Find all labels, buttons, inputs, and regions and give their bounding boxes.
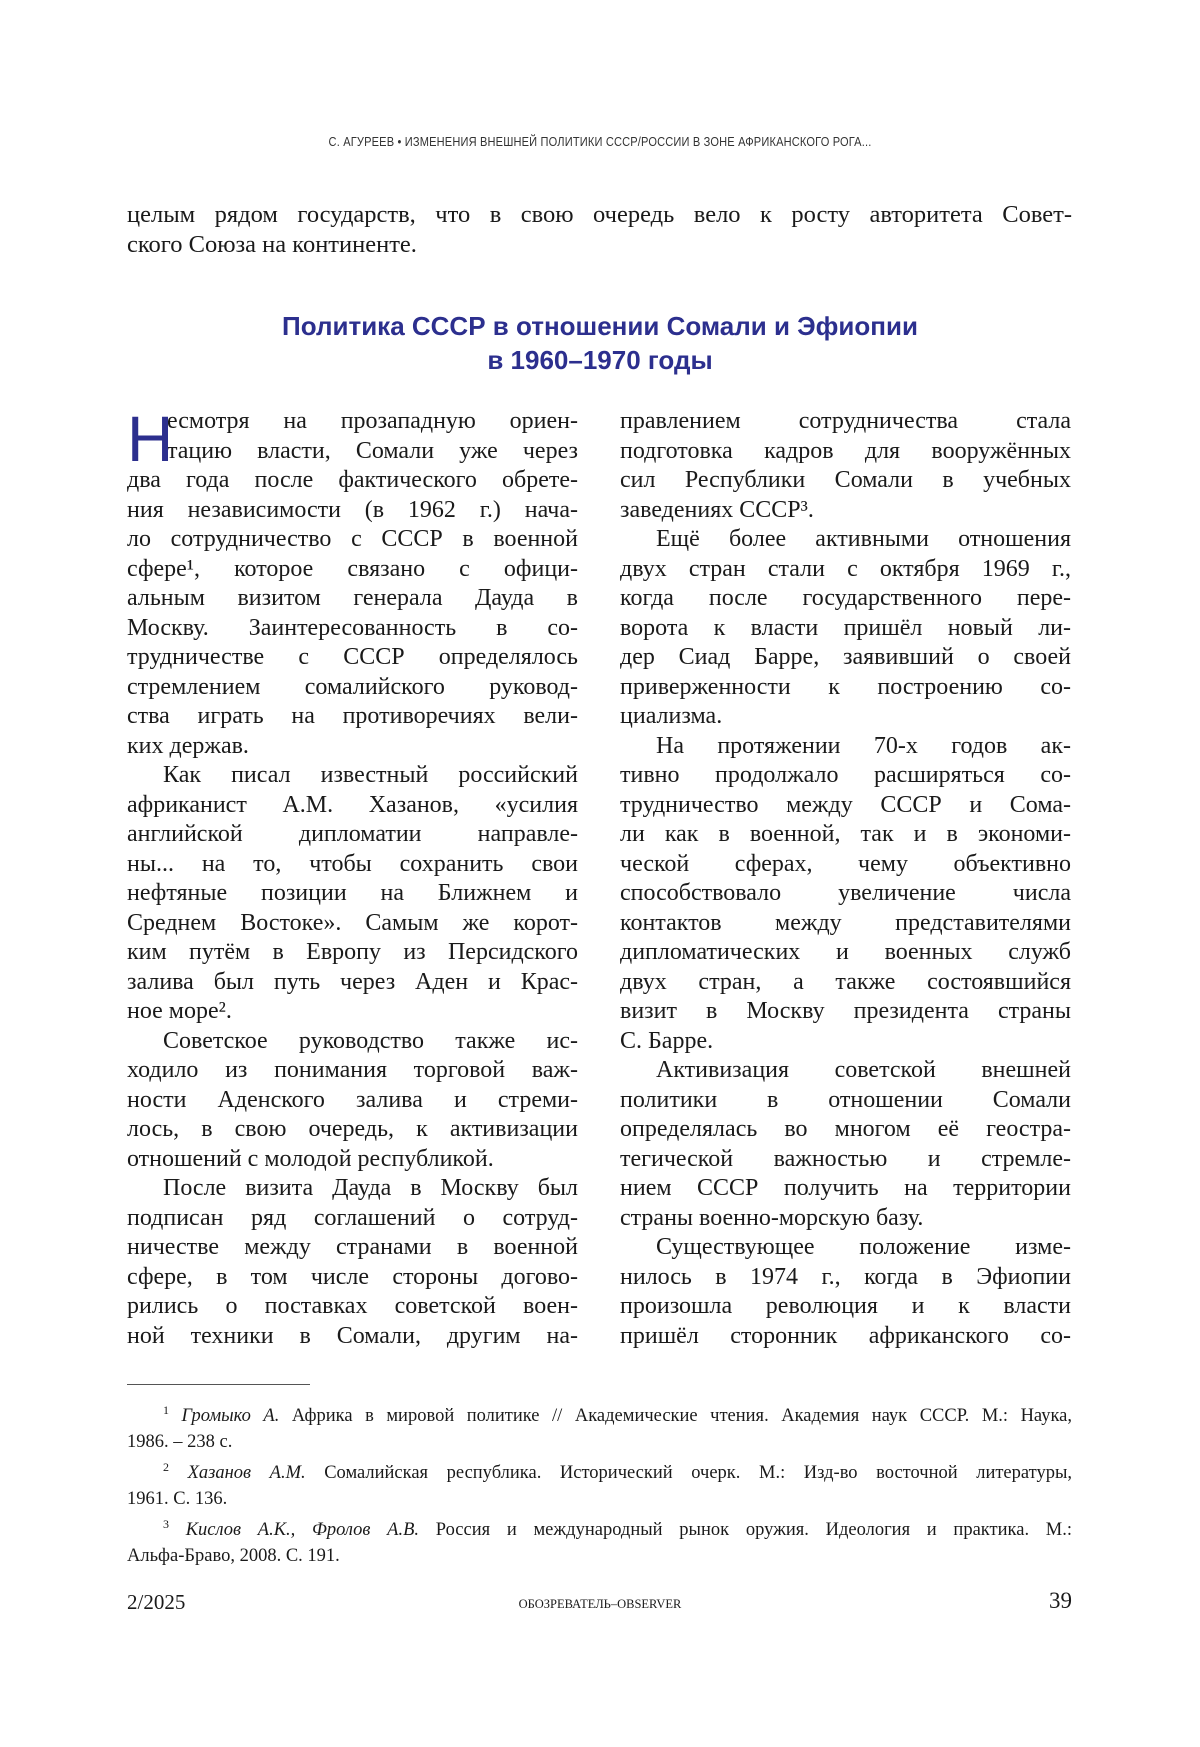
- text-line: нием СССР получить на территории: [620, 1175, 1071, 1201]
- footnote-line: [127, 1398, 1072, 1430]
- text-line: На протяжении 70-х годов ак-: [656, 732, 1071, 759]
- text-line: Ещё более активными отношения: [656, 526, 1071, 552]
- footnote-line: [127, 1455, 1072, 1487]
- text-line: ства играть на противоречиях вели-: [127, 703, 578, 729]
- text-line: трудничестве с СССР определялось: [127, 644, 578, 670]
- paragraph: [127, 403, 578, 761]
- text-line: ли как в военной, так и в экономи-: [620, 821, 1071, 847]
- text-line: приверженности к построению со-: [620, 673, 1071, 700]
- text-line: два года после фактического обрете-: [127, 467, 578, 493]
- footnote-text: Африка в мировой политике // Академические чтения. Академия наук СССР. М.: Наука,: [279, 1406, 1073, 1427]
- text-line: подготовка кадров для вооружённых: [620, 437, 1071, 464]
- text-line: Советское руководство также ис-: [163, 1027, 578, 1054]
- footnote-text: Россия и международный рынок оружия. Идеология и практика. М.:: [419, 1520, 1073, 1541]
- text-line: произошла революция и к власти: [620, 1293, 1071, 1319]
- text-line: трудничество между СССР и Сома-: [620, 791, 1071, 818]
- text-line: С. Барре.: [620, 1027, 714, 1054]
- footnote-text: Сомалийская республика. Исторический очерк. М.: Изд-во восточной литературы,: [305, 1463, 1073, 1484]
- text-line: рились о поставках советской воен-: [127, 1293, 578, 1319]
- text-line: политики в отношении Сомали: [620, 1086, 1071, 1113]
- footnote-author: Громыко А.: [181, 1406, 280, 1427]
- footnote: [127, 1398, 1072, 1455]
- text-line: ческой сферах, чему объективно: [620, 850, 1071, 877]
- text-line: когда после государственного пере-: [620, 585, 1071, 611]
- text-line: ло сотрудничество с СССР в военной: [127, 526, 578, 552]
- text-line: ского Союза на континенте.: [127, 230, 417, 258]
- text-line: Как писал известный российский: [163, 762, 578, 788]
- footnote-number: 1: [163, 1403, 169, 1417]
- text-line: тацию власти, Сомали уже через: [167, 437, 578, 464]
- paragraph: [620, 732, 1071, 1057]
- text-line: тегической важностью и стремле-: [620, 1145, 1071, 1172]
- footnote: [127, 1455, 1072, 1512]
- text-line: Существующее положение изме-: [656, 1234, 1071, 1260]
- text-line: английской дипломатии направле-: [127, 821, 578, 847]
- section-title-line: в 1960–1970 годы: [487, 345, 713, 375]
- text-line: контактов между представителями: [620, 909, 1071, 936]
- text-line: стремлением сомалийского руковод-: [127, 673, 578, 700]
- right-column: [620, 407, 1071, 1351]
- text-line: способствовало увеличение числа: [620, 880, 1071, 906]
- text-line: ких держав.: [127, 732, 249, 759]
- text-line: дипломатических и военных служб: [620, 939, 1071, 965]
- drop-cap: Н: [127, 403, 174, 475]
- text-line: ничестве между странами в военной: [127, 1234, 578, 1260]
- footnote: [127, 1512, 1072, 1569]
- text-line: ности Аденского залива и стреми-: [127, 1086, 578, 1113]
- text-line: определялась во многом её геостра-: [620, 1116, 1071, 1142]
- page-number: 39: [1049, 1588, 1072, 1613]
- text-line: альным визитом генерала Дауда в: [127, 585, 578, 611]
- paragraph: [620, 1056, 1071, 1233]
- text-line: ное море².: [127, 998, 232, 1024]
- text-line: сил Республики Сомали в учебных: [620, 467, 1071, 493]
- footnote-line: Альфа-Браво, 2008. С. 191.: [127, 1545, 340, 1566]
- text-line: целым рядом государств, что в свою очередь вело к росту авторитета Совет-: [127, 201, 1072, 228]
- left-column: [127, 403, 578, 1351]
- text-line: пришёл сторонник африканского со-: [620, 1322, 1071, 1349]
- paragraph: [127, 761, 578, 1027]
- footnote-line: [127, 1512, 1072, 1544]
- text-line: сфере, в том числе стороны догово-: [127, 1263, 578, 1290]
- text-line: дер Сиад Барре, заявивший о своей: [620, 644, 1071, 670]
- text-line: Москву. Заинтересованность в со-: [127, 614, 578, 641]
- text-line: ким путём в Европу из Персидского: [127, 939, 578, 965]
- text-line: сфере¹, которое связано с офици-: [127, 555, 578, 582]
- text-line: визит в Москву президента страны: [620, 998, 1071, 1024]
- text-line: Активизация советской внешней: [656, 1057, 1071, 1083]
- text-line: Среднем Востоке». Самым же корот-: [127, 909, 578, 936]
- text-line: нефтяные позиции на Ближнем и: [127, 880, 578, 906]
- intro-paragraph: [127, 200, 1072, 259]
- section-title: [0, 309, 1200, 377]
- text-line: есмотря на прозападную ориен-: [167, 408, 578, 434]
- text-line: заведениях СССР³.: [620, 496, 814, 523]
- paragraph: [127, 1027, 578, 1175]
- text-line: ния независимости (в 1962 г.) нача-: [127, 496, 578, 523]
- footnote-line: 1961. С. 136.: [127, 1488, 228, 1509]
- footnote-line: 1986. – 238 с.: [127, 1431, 233, 1452]
- issue-number: 2/2025: [127, 1590, 186, 1614]
- text-line: нилось в 1974 г., когда в Эфиопии: [620, 1263, 1071, 1290]
- text-line: подписан ряд соглашений о сотруд-: [127, 1204, 578, 1231]
- text-line: циализма.: [620, 703, 723, 729]
- section-title-line: Политика СССР в отношении Сомали и Эфиопии: [282, 311, 918, 341]
- text-line: двух стран стали с октября 1969 г.,: [620, 555, 1071, 582]
- paragraph: [620, 407, 1071, 525]
- text-line: залива был путь через Аден и Крас-: [127, 968, 578, 995]
- text-line: ходило из понимания торговой важ-: [127, 1057, 578, 1083]
- running-head: С. АГУРЕЕВ • ИЗМЕНЕНИЯ ВНЕШНЕЙ ПОЛИТИКИ СССР/РОССИИ В ЗОНЕ АФРИКАНСКОГО РОГА...: [328, 134, 872, 149]
- footnote-number: 2: [163, 1460, 169, 1475]
- text-line: ной техники в Сомали, другим на-: [127, 1322, 578, 1349]
- text-line: лось, в свою очередь, к активизации: [127, 1116, 578, 1142]
- journal-name: ОБОЗРЕВАТЕЛЬ–OBSERVER: [518, 1597, 682, 1611]
- text-line: двух стран, а также состоявшийся: [620, 968, 1071, 995]
- text-line: отношений с молодой республикой.: [127, 1145, 494, 1172]
- text-line: ворота к власти пришёл новый ли-: [620, 614, 1071, 641]
- paragraph: [620, 1233, 1071, 1351]
- text-line: африканист А.М. Хазанов, «усилия: [127, 791, 578, 818]
- text-line: тивно продолжало расширяться со-: [620, 762, 1071, 788]
- text-line: правлением сотрудничества стала: [620, 408, 1071, 434]
- text-line: страны военно-морскую базу.: [620, 1204, 924, 1231]
- paragraph: [127, 1174, 578, 1351]
- footnote-author: Кислов А.К., Фролов А.В.: [185, 1520, 420, 1541]
- footnote-number: 3: [163, 1517, 169, 1532]
- footnote-divider: [127, 1384, 310, 1385]
- paragraph: [620, 525, 1071, 732]
- footnotes: [127, 1398, 1072, 1569]
- text-line: ны... на то, чтобы сохранить свои: [127, 850, 578, 877]
- footnote-author: Хазанов А.М.: [187, 1463, 306, 1484]
- text-line: После визита Дауда в Москву был: [163, 1175, 578, 1201]
